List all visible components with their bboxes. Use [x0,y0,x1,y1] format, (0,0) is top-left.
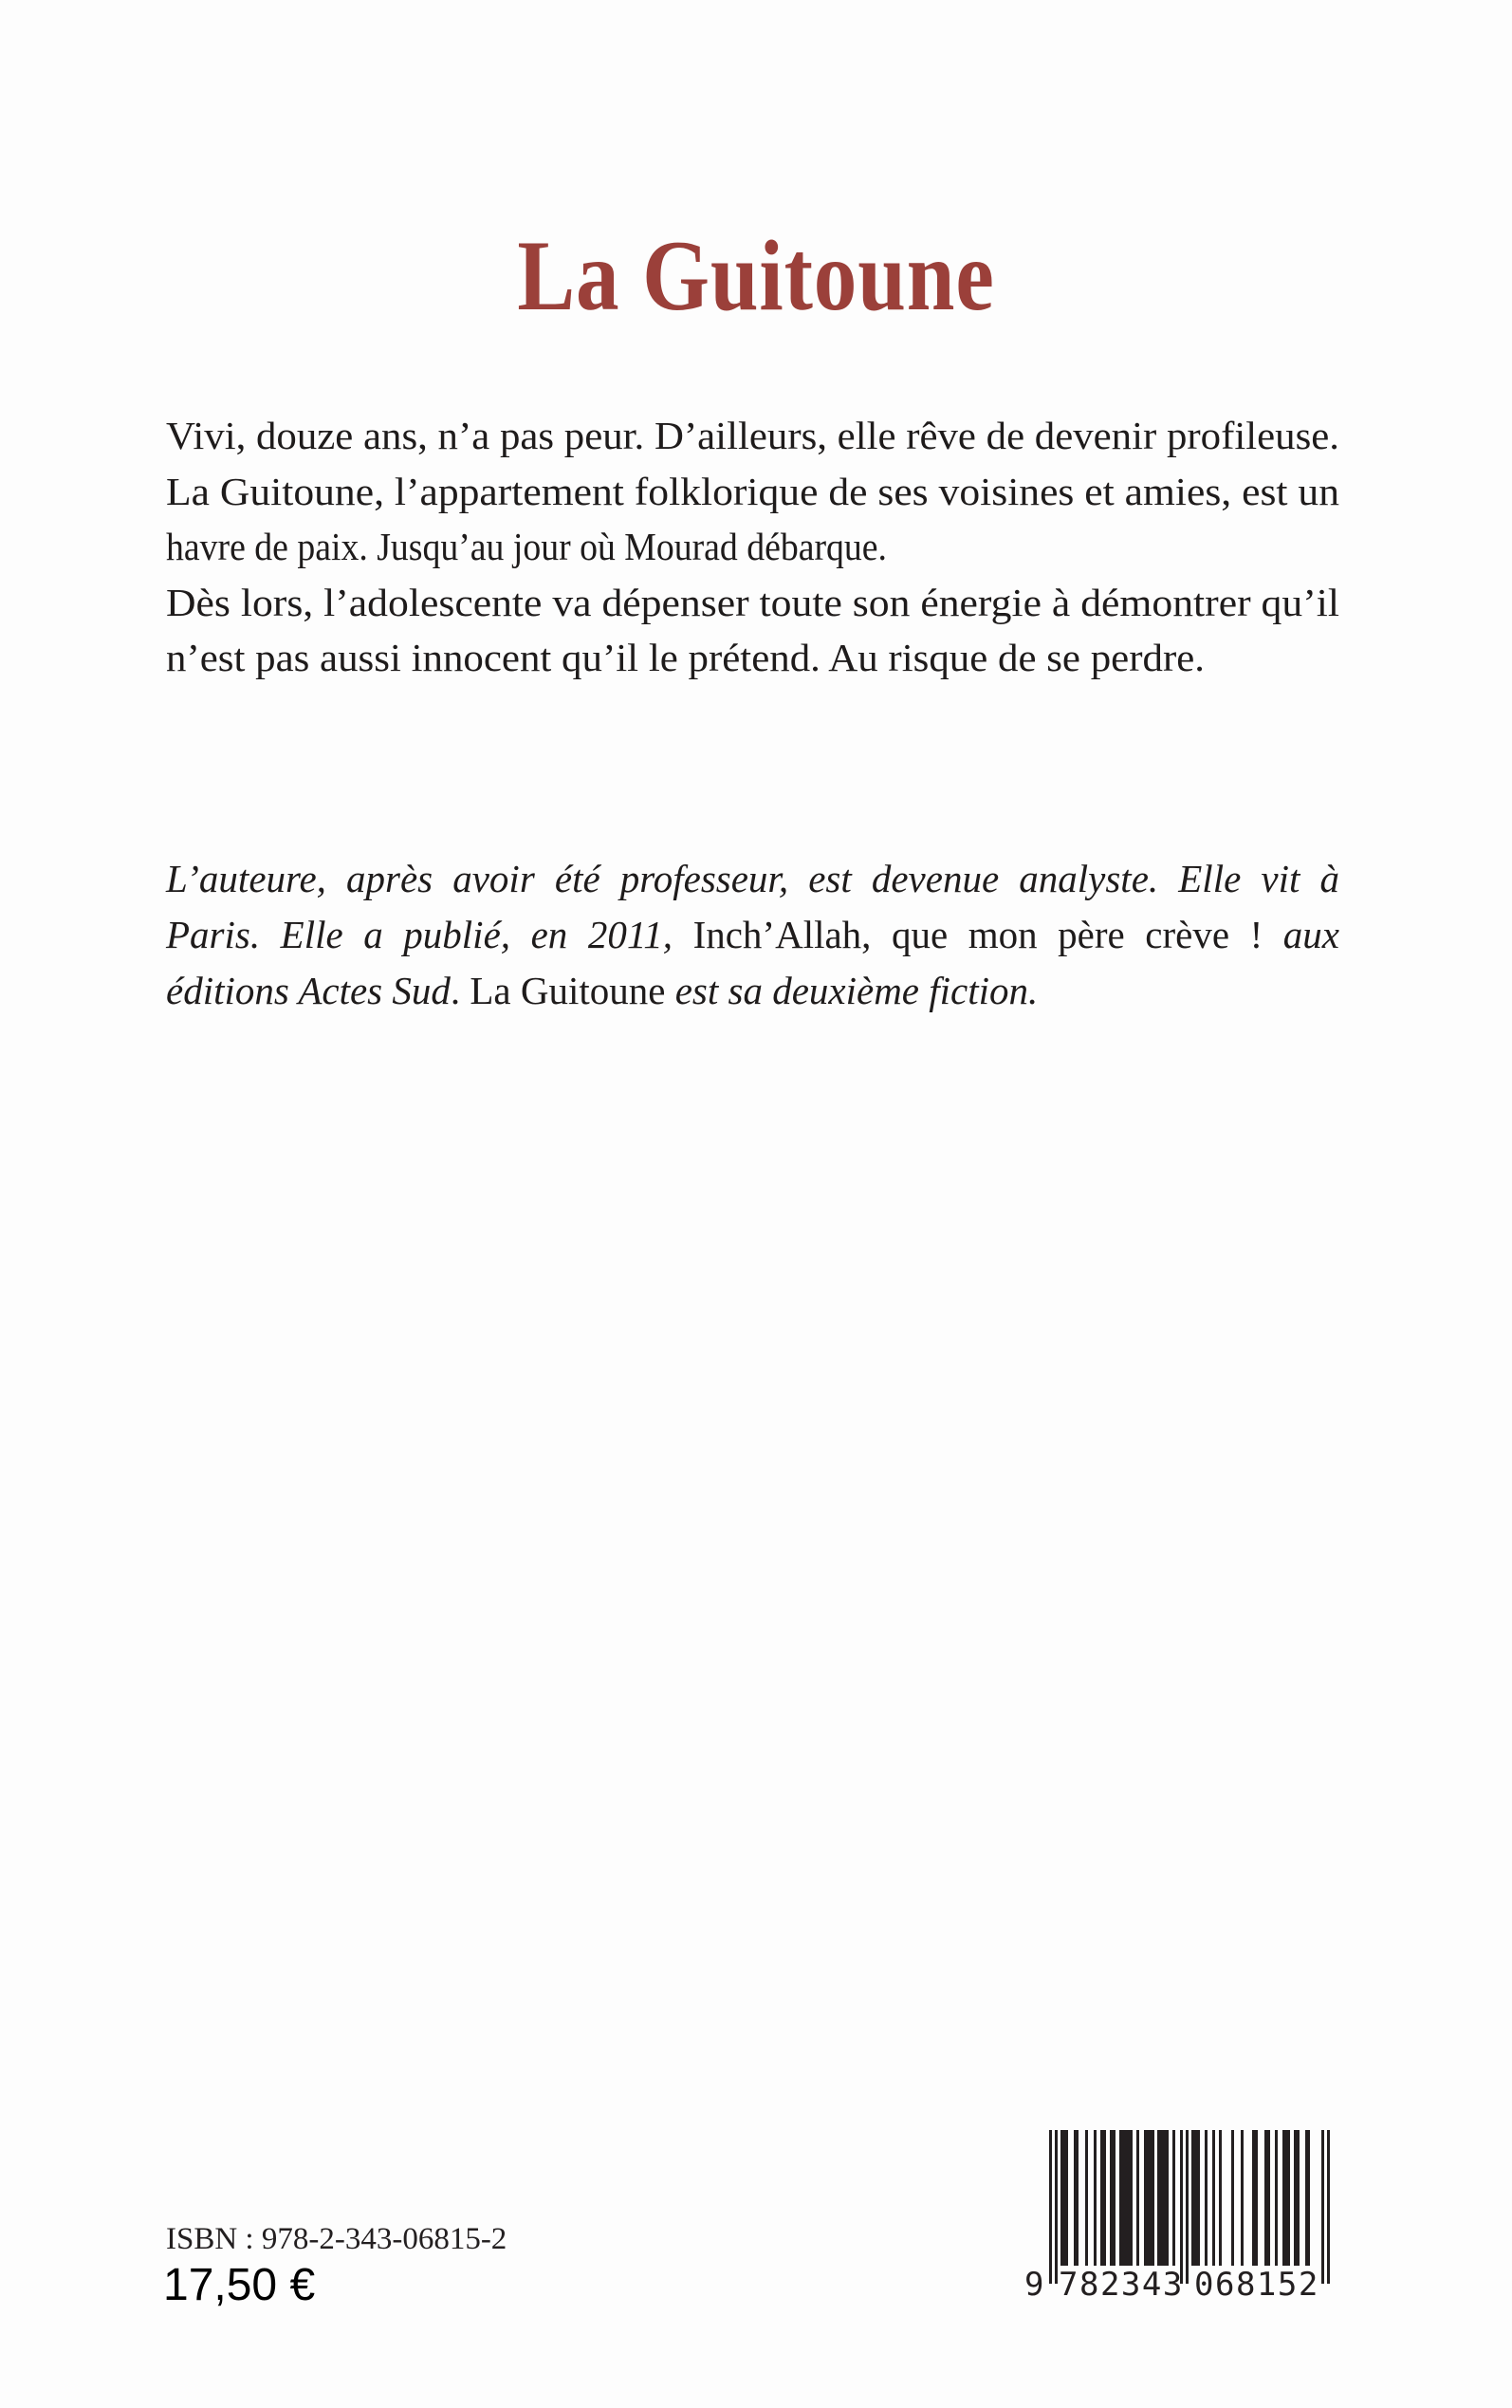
synopsis-line: havre de paix. Jusqu’au jour où Mourad débarque. [166,525,887,568]
barcode-left-group: 782343 [1059,2266,1184,2304]
bio-text-italic-end: est sa deuxième fiction. [674,969,1039,1012]
price-label: 17,50 € [163,2260,316,2310]
bio-current-book-title: . La Guitoune [450,969,675,1012]
synopsis-paragraph [166,408,1342,686]
bio-publisher: aux éditions Actes Sud [166,913,1339,1012]
bio-previous-book-title: Inch’Allah, que mon père crève ! [692,913,1283,956]
barcode-right-group: 068152 [1194,2266,1319,2304]
bio-text-italic: L’auteure, après avoir été professeur, est devenue analyste. Elle vit à Paris. Elle a publié, en 2011, [166,857,1339,956]
barcode-first-digit: 9 [1024,2266,1044,2304]
synopsis-line: n’est pas aussi innocent qu’il le prétend. Au risque de se perdre. [166,636,1205,679]
synopsis-line: La Guitoune, l’appartement folklorique de ses voisines et amies, est un [166,469,1339,513]
barcode-number [1024,2266,1356,2304]
isbn-label: ISBN : 978-2-343-06815-2 [166,2222,507,2256]
synopsis-line: Vivi, douze ans, n’a pas peur. D’ailleurs, elle rêve de devenir profileuse. [166,414,1339,457]
author-bio-paragraph [166,851,1339,1019]
synopsis-line: Dès lors, l’adolescente va dépenser toute son énergie à démontrer qu’il [166,580,1339,624]
book-title: La Guitoune [517,220,995,332]
